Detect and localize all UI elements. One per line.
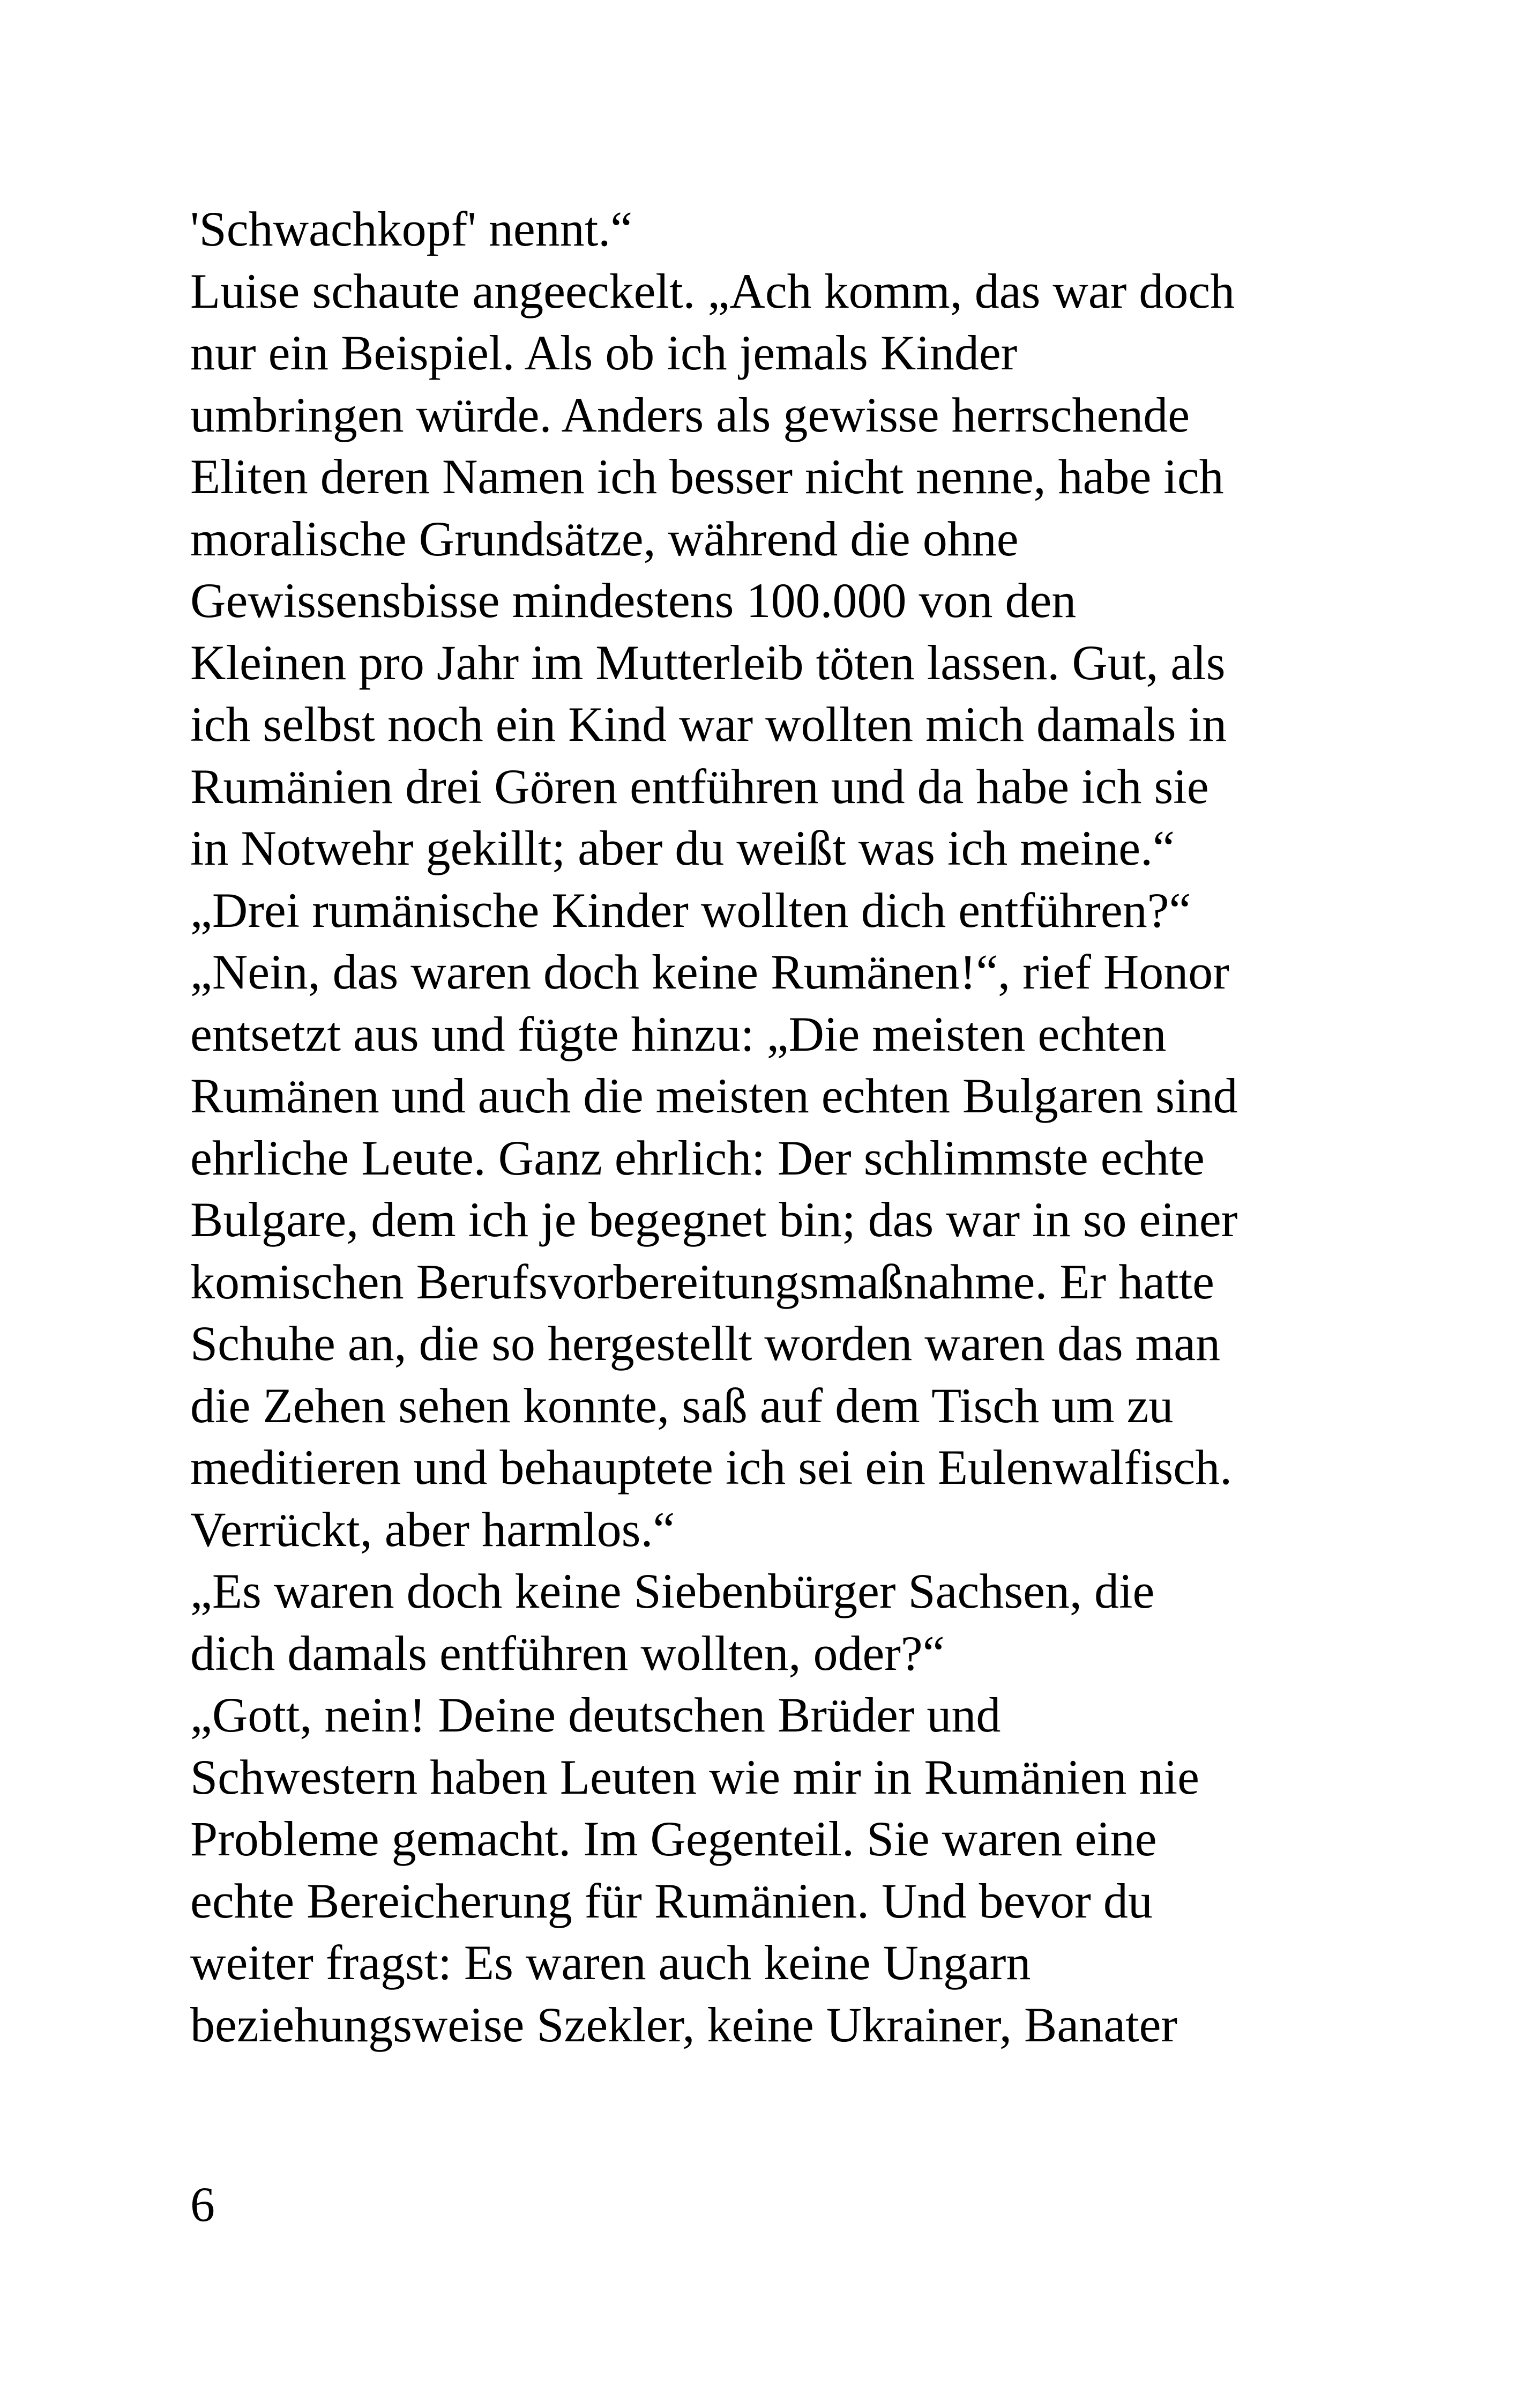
text-line: in Notwehr gekillt; aber du weißt was ich meine.“ <box>190 821 1175 875</box>
text-line: umbringen würde. Anders als gewisse herrschende <box>190 387 1190 442</box>
text-line: Rumänien drei Gören entführen und da habe ich sie <box>190 759 1209 814</box>
text-line: „Es waren doch keine Siebenbürger Sachsen, die <box>190 1564 1155 1618</box>
text-line: Luise schaute angeeckelt. „Ach komm, das war doch <box>190 263 1235 318</box>
text-line: moralische Grundsätze, während die ohne <box>190 511 1019 566</box>
text-line: nur ein Beispiel. Als ob ich jemals Kinder <box>190 325 1018 380</box>
text-line: „Nein, das waren doch keine Rumänen!“, rief Honor <box>190 945 1229 999</box>
text-line: Schuhe an, die so hergestellt worden waren das man <box>190 1316 1221 1371</box>
text-line: Bulgare, dem ich je begegnet bin; das war in so einer <box>190 1192 1238 1247</box>
text-line: dich damals entführen wollten, oder?“ <box>190 1625 945 1681</box>
text-line: Schwestern haben Leuten wie mir in Rumänien nie <box>190 1749 1199 1804</box>
text-line: Eliten deren Namen ich besser nicht nenne, habe ich <box>190 449 1224 504</box>
text-line: entsetzt aus und fügte hinzu: „Die meisten echten <box>190 1006 1167 1061</box>
text-line: „Drei rumänische Kinder wollten dich entführen?“ <box>190 882 1191 938</box>
text-line: weiter fragst: Es waren auch keine Ungarn <box>190 1935 1031 1990</box>
text-line: 'Schwachkopf' nennt.“ <box>190 202 633 256</box>
text-line: Gewissensbisse mindestens 100.000 von den <box>190 573 1077 628</box>
text-line: „Gott, nein! Deine deutschen Brüder und <box>190 1688 1001 1742</box>
text-line: Probleme gemacht. Im Gegenteil. Sie waren eine <box>190 1811 1157 1866</box>
text-line: komischen Berufsvorbereitungsmaßnahme. Er hatte <box>190 1254 1214 1309</box>
text-line: Kleinen pro Jahr im Mutterleib töten lassen. Gut, als <box>190 635 1226 690</box>
page-number: 6 <box>190 2177 215 2232</box>
text-line: die Zehen sehen konnte, saß auf dem Tisch um zu <box>190 1378 1174 1433</box>
text-line: Rumänen und auch die meisten echten Bulgaren sind <box>190 1068 1238 1123</box>
text-line: ich selbst noch ein Kind war wollten mich damals in <box>190 697 1227 752</box>
body-text <box>190 198 1358 2056</box>
text-line: echte Bereicherung für Rumänien. Und bevor du <box>190 1873 1153 1928</box>
text-line: meditieren und behauptete ich sei ein Eulenwalfisch. <box>190 1440 1233 1495</box>
text-line: ehrliche Leute. Ganz ehrlich: Der schlimmste echte <box>190 1130 1205 1185</box>
text-line: beziehungsweise Szekler, keine Ukrainer, Banater <box>190 1997 1178 2052</box>
text-line: Verrückt, aber harmlos.“ <box>190 1502 675 1557</box>
